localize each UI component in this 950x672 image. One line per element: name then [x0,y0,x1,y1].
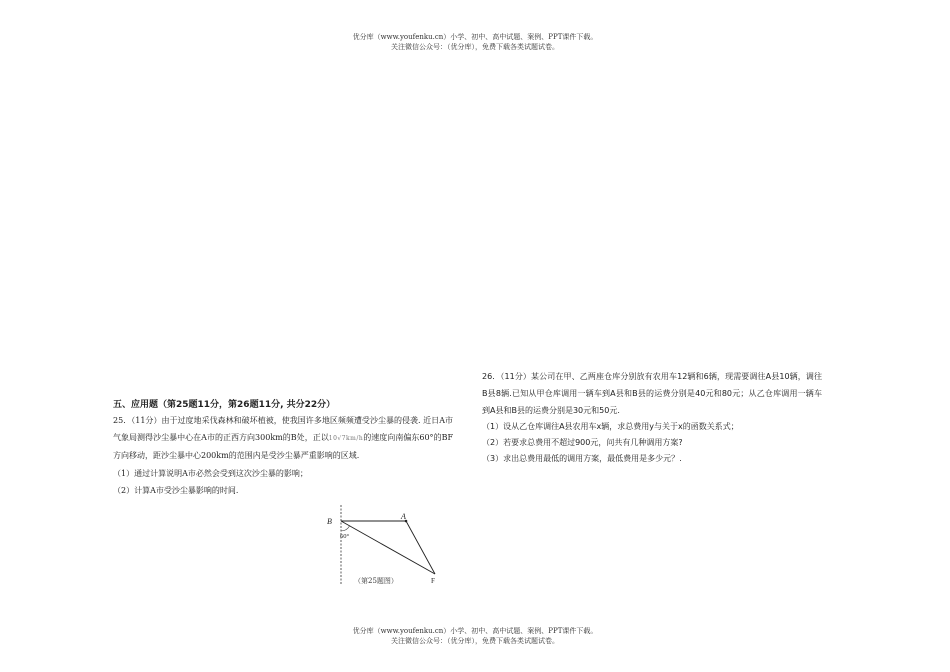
q26-text: 26．（11分）某公司在甲、乙两座仓库分别放有农用车12辆和6辆，现需要调往A县10辆，调往B县8辆.已知从甲仓库调用一辆车到A县和B县的运费分别是40元和80元；从乙仓库调用一辆车到A县和B县的运费分别是30元和50元. [482,372,822,415]
q25-text-part1: 25．（11分）由于过度地采伐森林和破坏植被，使我国许多地区频频遭受沙尘暴的侵袭. 近日A市气象局测得沙尘暴中心在A市的正西方向300km的B处，正以 [113,416,453,442]
q25-subquestion-1: （1）通过计算说明A市必然会受到这次沙尘暴的影响； [113,469,308,478]
question-25-text [113,412,453,464]
section-five [113,398,453,498]
q25-text-part2: 的速度向南偏东60°的BF方向移动，距沙尘暴中心200km的范围内是受沙尘暴严重影响的区域. [113,433,454,460]
label-b: B [327,517,332,526]
angle-arc [341,526,350,531]
q26-subquestion-2: （2）若要求总费用不超过900元，问共有几种调用方案? [482,438,683,447]
header-line-1: 优分库（www.youfenku.cn）小学、初中、高中试题、案例、PPT课件下载。 [352,33,598,41]
q25-speed: 10√7km/h [328,435,364,442]
footer-line-2: 关注微信公众号：（优分库），免费下载各类试题试卷。 [391,637,559,645]
angle-label: 60° [340,533,350,540]
page-header [0,32,950,52]
label-f: F [431,577,435,585]
q26-subquestion-1: （1）设从乙仓库调往A县农用车x辆，求总费用y与关于x的函数关系式； [482,422,739,431]
header-line-2: 关注微信公众号：（优分库），免费下载各类试题试卷。 [391,43,559,51]
question-26 [482,368,822,467]
section-title: 五、应用题（第25题11分，第26题11分, 共分22分） [113,400,336,410]
q25-subquestion-2: （2）计算A市受沙尘暴影响的时间. [113,486,239,495]
footer-line-1: 优分库（www.youfenku.cn）小学、初中、高中试题、案例、PPT课件下载。 [352,627,598,635]
page-footer [0,626,950,646]
q25-diagram [300,503,460,595]
label-a: A [401,512,406,521]
q26-subquestion-3: （3）求出总费用最低的调用方案，最低费用是多少元？. [482,454,682,463]
diagram-caption: （第25题图） [354,577,398,585]
